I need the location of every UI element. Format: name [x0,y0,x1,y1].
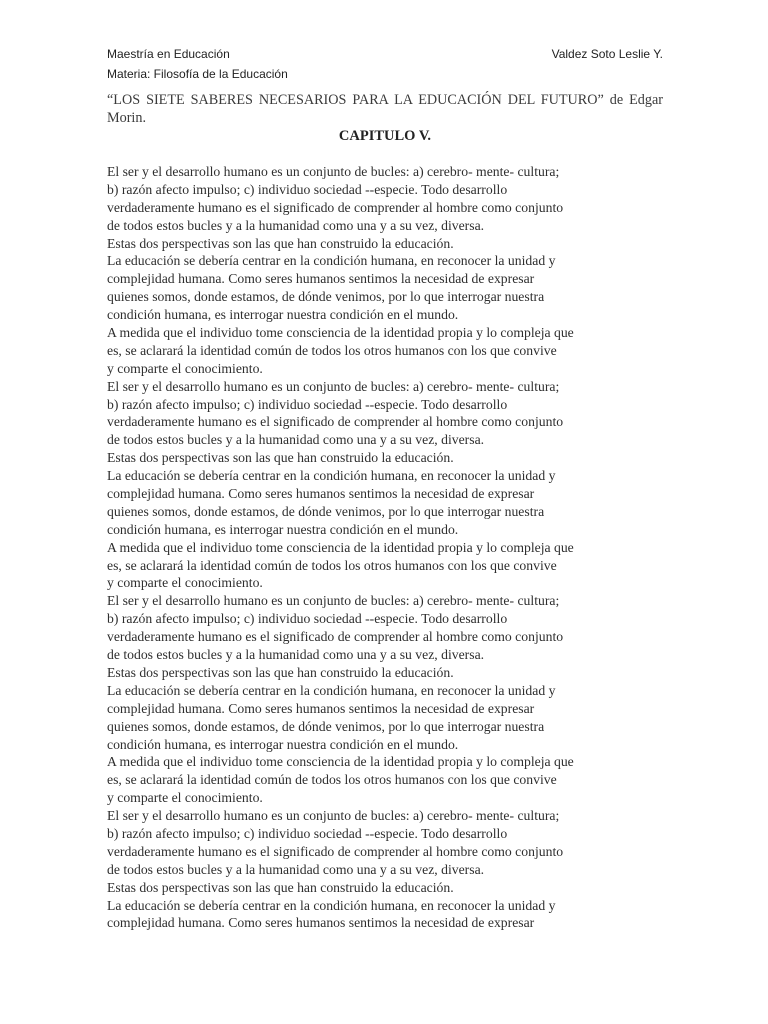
body-line: complejidad humana. Como seres humanos sentimos la necesidad de expresar [107,271,535,287]
body-line: b) razón afecto impulso; c) individuo sociedad --especie. Todo desarrollo [107,396,508,412]
author-name: Valdez Soto Leslie Y. [551,47,663,61]
page-header [107,44,663,84]
body-line: verdaderamente humano es el significado de comprender al hombre como conjunto [107,414,564,430]
body-line: condición humana, es interrogar nuestra condición en el mundo. [107,521,459,537]
subject-label: Materia: Filosofía de la Educación [107,67,288,81]
body-text [107,163,677,932]
document-title: “LOS SIETE SABERES NECESARIOS PARA LA EDUCACIÓN DEL FUTURO” de Edgar Morin. [107,92,663,126]
body-line: de todos estos bucles y a la humanidad como una y a su vez, diversa. [107,432,485,448]
program-label: Maestría en Educación [107,47,230,61]
body-line: complejidad humana. Como seres humanos sentimos la necesidad de expresar [107,700,535,716]
body-line: El ser y el desarrollo humano es un conjunto de bucles: a) cerebro- mente- cultura; [107,164,560,179]
body-line: b) razón afecto impulso; c) individuo sociedad --especie. Todo desarrollo [107,181,508,197]
body-line: A medida que el individuo tome consciencia de la identidad propia y lo compleja que [107,754,574,770]
body-line: El ser y el desarrollo humano es un conjunto de bucles: a) cerebro- mente- cultura; [107,808,560,824]
body-line: verdaderamente humano es el significado de comprender al hombre como conjunto [107,843,564,859]
body-line: A medida que el individuo tome consciencia de la identidad propia y lo compleja que [107,539,574,555]
body-line: complejidad humana. Como seres humanos sentimos la necesidad de expresar [107,486,535,502]
body-line: La educación se debería centrar en la condición humana, en reconocer la unidad y [107,253,556,269]
body-line: es, se aclarará la identidad común de todos los otros humanos con los que convive [107,342,557,358]
body-line: y comparte el conocimiento. [107,360,263,376]
body-line: y comparte el conocimiento. [107,790,263,806]
body-line: Estas dos perspectivas son las que han construido la educación. [107,235,454,251]
body-line: quienes somos, donde estamos, de dónde venimos, por lo que interrogar nuestra [107,718,545,734]
body-line: El ser y el desarrollo humano es un conjunto de bucles: a) cerebro- mente- cultura; [107,593,560,609]
body-line: verdaderamente humano es el significado de comprender al hombre como conjunto [107,629,564,645]
body-line: es, se aclarará la identidad común de todos los otros humanos con los que convive [107,557,557,573]
body-line: complejidad humana. Como seres humanos sentimos la necesidad de expresar [107,915,535,931]
body-line: condición humana, es interrogar nuestra condición en el mundo. [107,307,459,323]
body-line: condición humana, es interrogar nuestra condición en el mundo. [107,736,459,752]
body-line: de todos estos bucles y a la humanidad como una y a su vez, diversa. [107,861,485,877]
body-line: verdaderamente humano es el significado de comprender al hombre como conjunto [107,199,564,215]
body-line: b) razón afecto impulso; c) individuo sociedad --especie. Todo desarrollo [107,825,508,841]
body-line: de todos estos bucles y a la humanidad como una y a su vez, diversa. [107,647,485,663]
body-line: es, se aclarará la identidad común de todos los otros humanos con los que convive [107,772,557,788]
body-line: quienes somos, donde estamos, de dónde venimos, por lo que interrogar nuestra [107,503,545,519]
body-line: La educación se debería centrar en la condición humana, en reconocer la unidad y [107,468,556,484]
body-line: y comparte el conocimiento. [107,575,263,591]
body-line: Estas dos perspectivas son las que han construido la educación. [107,450,454,466]
chapter-heading: CAPITULO V. [338,128,432,144]
body-line: El ser y el desarrollo humano es un conjunto de bucles: a) cerebro- mente- cultura; [107,378,560,394]
body-line: Estas dos perspectivas son las que han construido la educación. [107,664,454,680]
body-line: quienes somos, donde estamos, de dónde venimos, por lo que interrogar nuestra [107,289,545,305]
body-line: La educación se debería centrar en la condición humana, en reconocer la unidad y [107,897,556,913]
body-line: b) razón afecto impulso; c) individuo sociedad --especie. Todo desarrollo [107,611,508,627]
body-line: de todos estos bucles y a la humanidad como una y a su vez, diversa. [107,217,485,233]
body-line: La educación se debería centrar en la condición humana, en reconocer la unidad y [107,682,556,698]
body-line: Estas dos perspectivas son las que han construido la educación. [107,879,454,895]
body-line: A medida que el individuo tome consciencia de la identidad propia y lo compleja que [107,325,574,341]
